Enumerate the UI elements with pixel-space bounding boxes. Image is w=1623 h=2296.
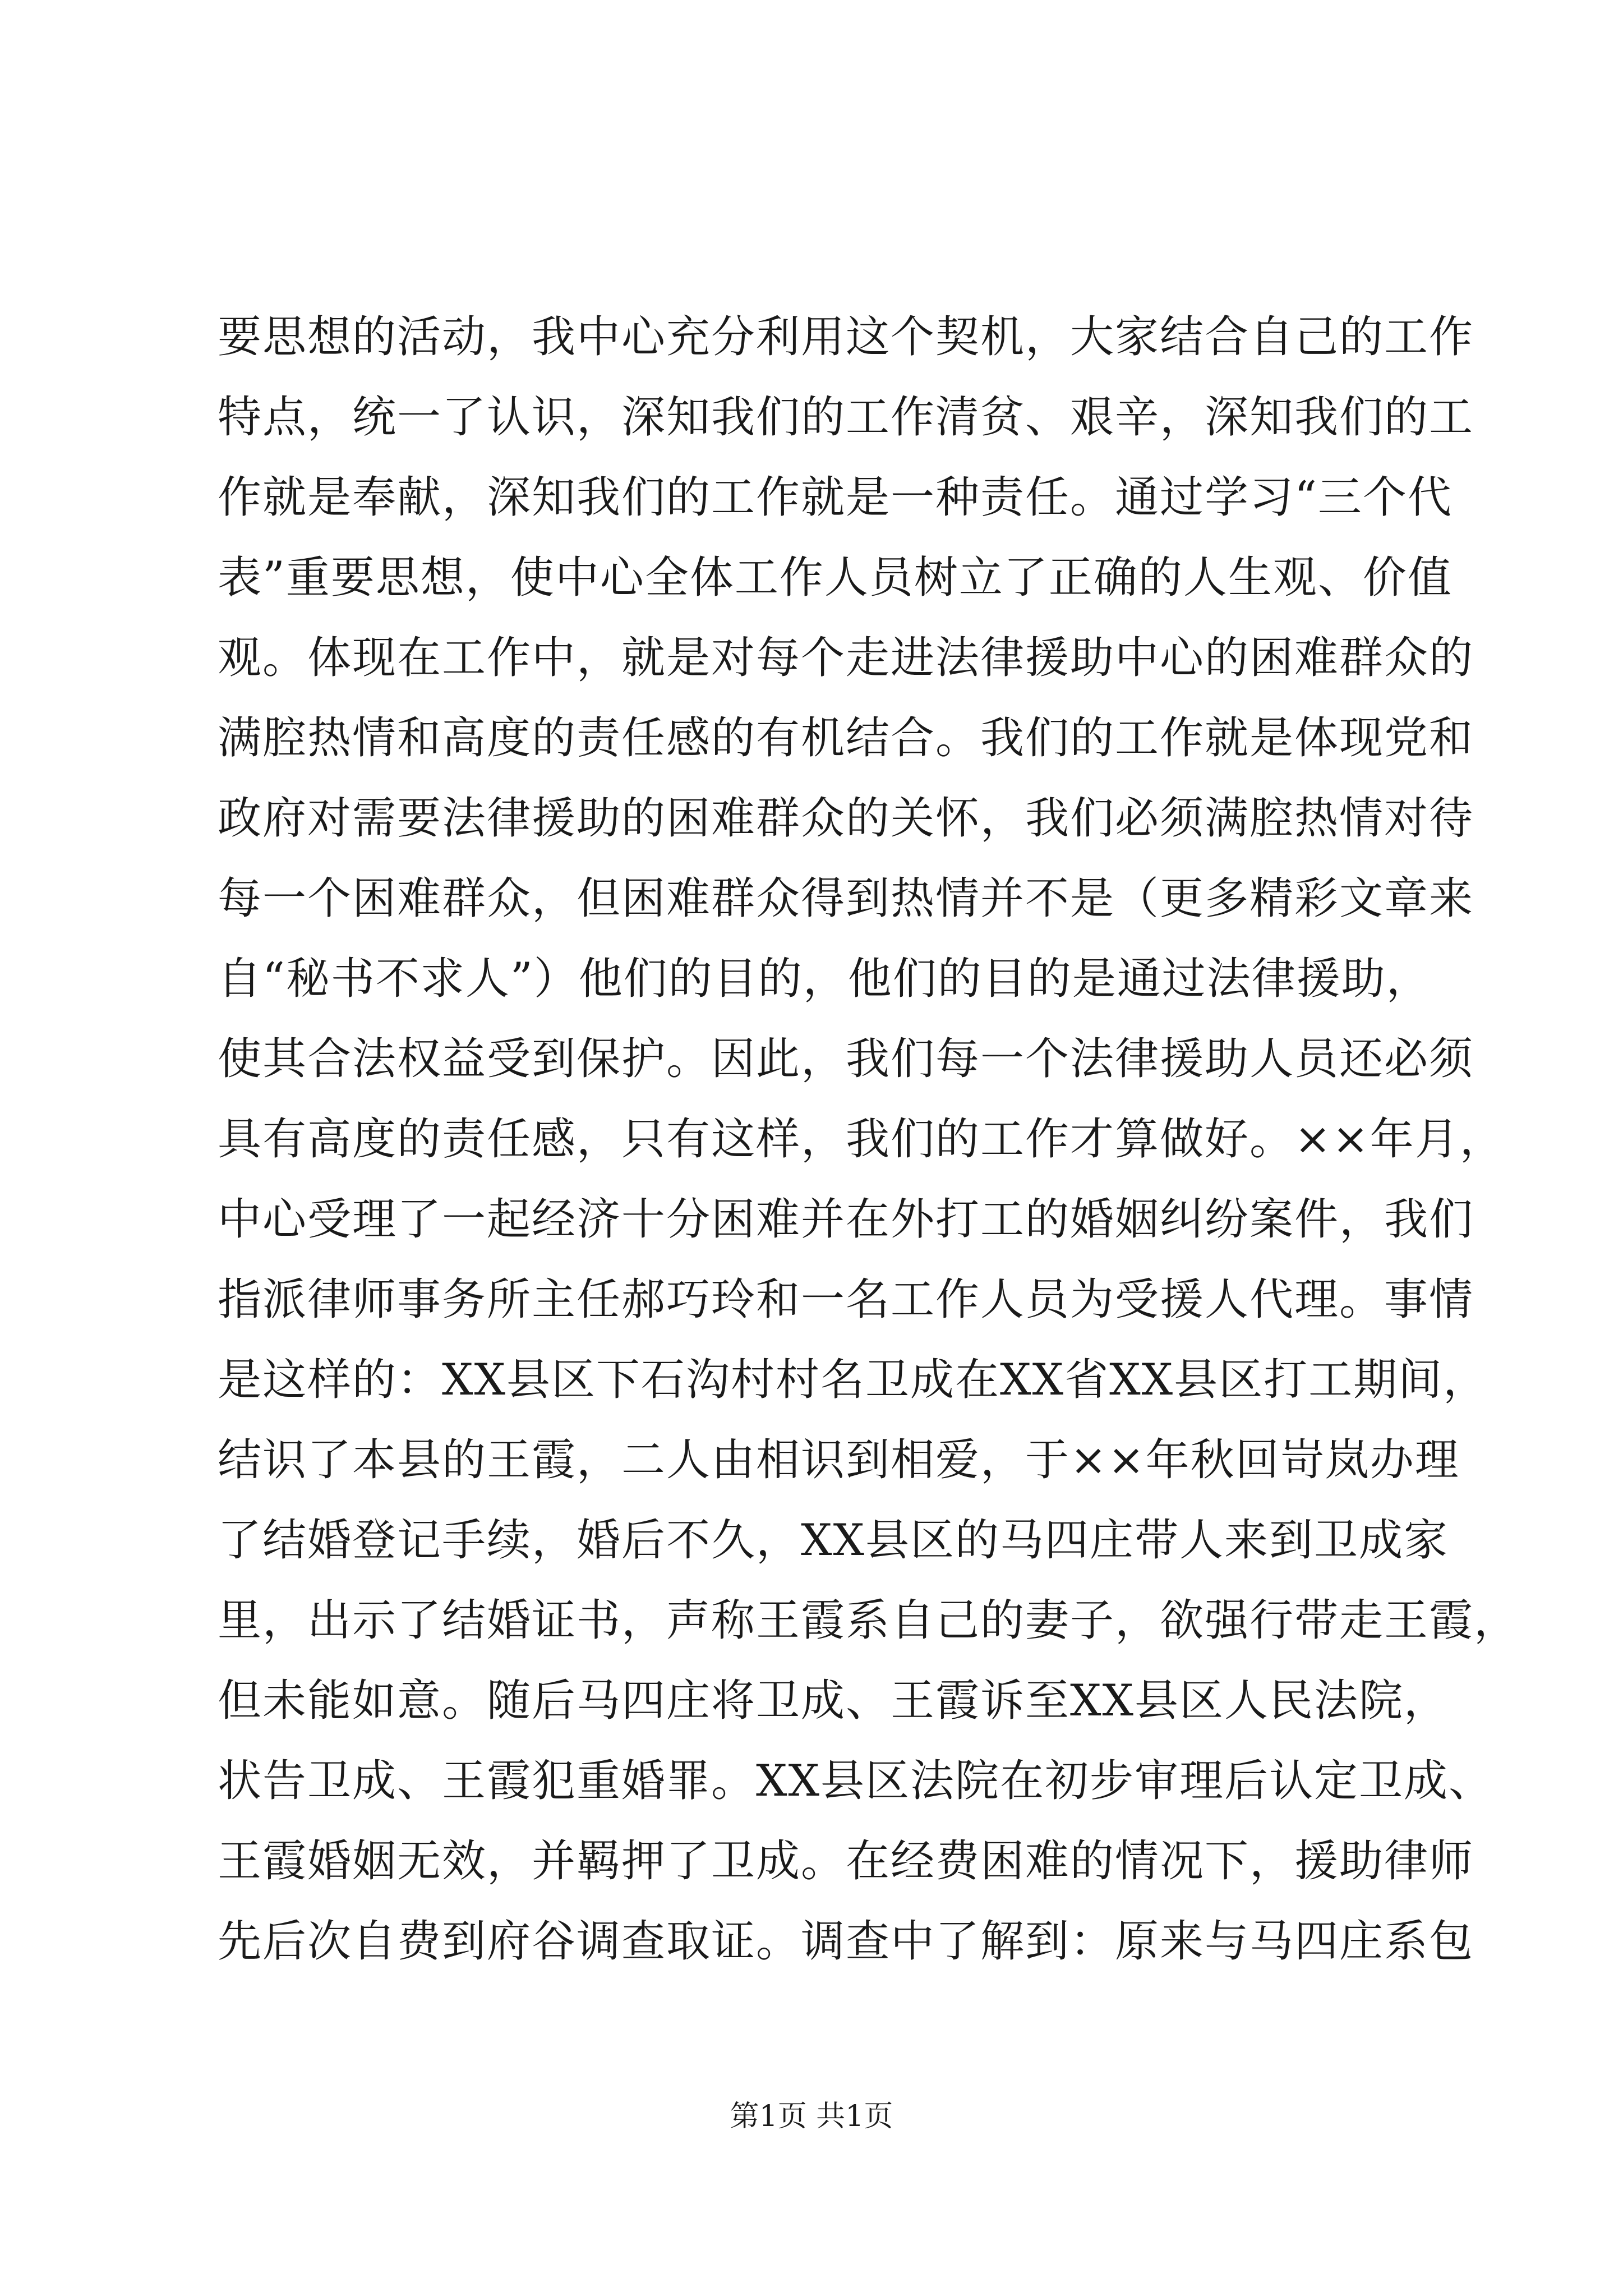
text-line: 每一个困难群众，但困难群众得到热情并不是（更多精彩文章来 [218,873,1474,924]
body-text [218,297,1519,1982]
text-line: 表”重要思想，使中心全体工作人员树立了正确的人生观、价值 [218,553,1453,603]
text-line: 里，出示了结婚证书，声称王霞系自己的妻子，欲强行带走王霞， [218,1595,1519,1646]
text-line: 但未能如意。随后马四庄将卫成、王霞诉至XX县区人民法院， [218,1676,1449,1726]
text-line: 自“秘书不求人”）他们的目的，他们的目的是通过法律援助， [218,954,1431,1004]
text-line: 王霞婚姻无效，并羁押了卫成。在经费困难的情况下，援助律师 [218,1836,1474,1887]
text-line: 了结婚登记手续，婚后不久，XX县区的马四庄带人来到卫成家 [218,1515,1449,1566]
text-line: 作就是奉献，深知我们的工作就是一种责任。通过学习“三个代 [218,472,1453,523]
text-line: 满腔热情和高度的责任感的有机结合。我们的工作就是体现党和 [218,713,1474,763]
text-line: 是这样的：XX县区下石沟村村名卫成在XX省XX县区打工期间， [218,1355,1488,1405]
text-line: 要思想的活动，我中心充分利用这个契机，大家结合自己的工作 [218,312,1474,362]
text-line: 指派律师事务所主任郝巧玲和一名工作人员为受援人代理。事情 [218,1274,1474,1325]
text-line: 状告卫成、王霞犯重婚罪。XX县区法院在初步审理后认定卫成、 [218,1756,1494,1806]
text-line: 具有高度的责任感，只有这样，我们的工作才算做好。××年月， [218,1114,1505,1165]
page-footer: 第1页 共1页 [730,2100,893,2133]
text-line: 观。体现在工作中，就是对每个走进法律援助中心的困难群众的 [218,633,1474,683]
text-line: 政府对需要法律援助的困难群众的关怀，我们必须满腔热情对待 [218,793,1474,844]
text-line: 特点，统一了认识，深知我们的工作清贫、艰辛，深知我们的工 [218,392,1474,443]
text-line: 使其合法权益受到保护。因此，我们每一个法律援助人员还必须 [218,1034,1474,1084]
text-line: 中心受理了一起经济十分困难并在外打工的婚姻纠纷案件，我们 [218,1194,1474,1245]
text-line: 结识了本县的王霞，二人由相识到相爱，于××年秋回岢岚办理 [218,1435,1460,1485]
text-line: 先后次自费到府谷调查取证。调查中了解到：原来与马四庄系包 [218,1916,1474,1967]
